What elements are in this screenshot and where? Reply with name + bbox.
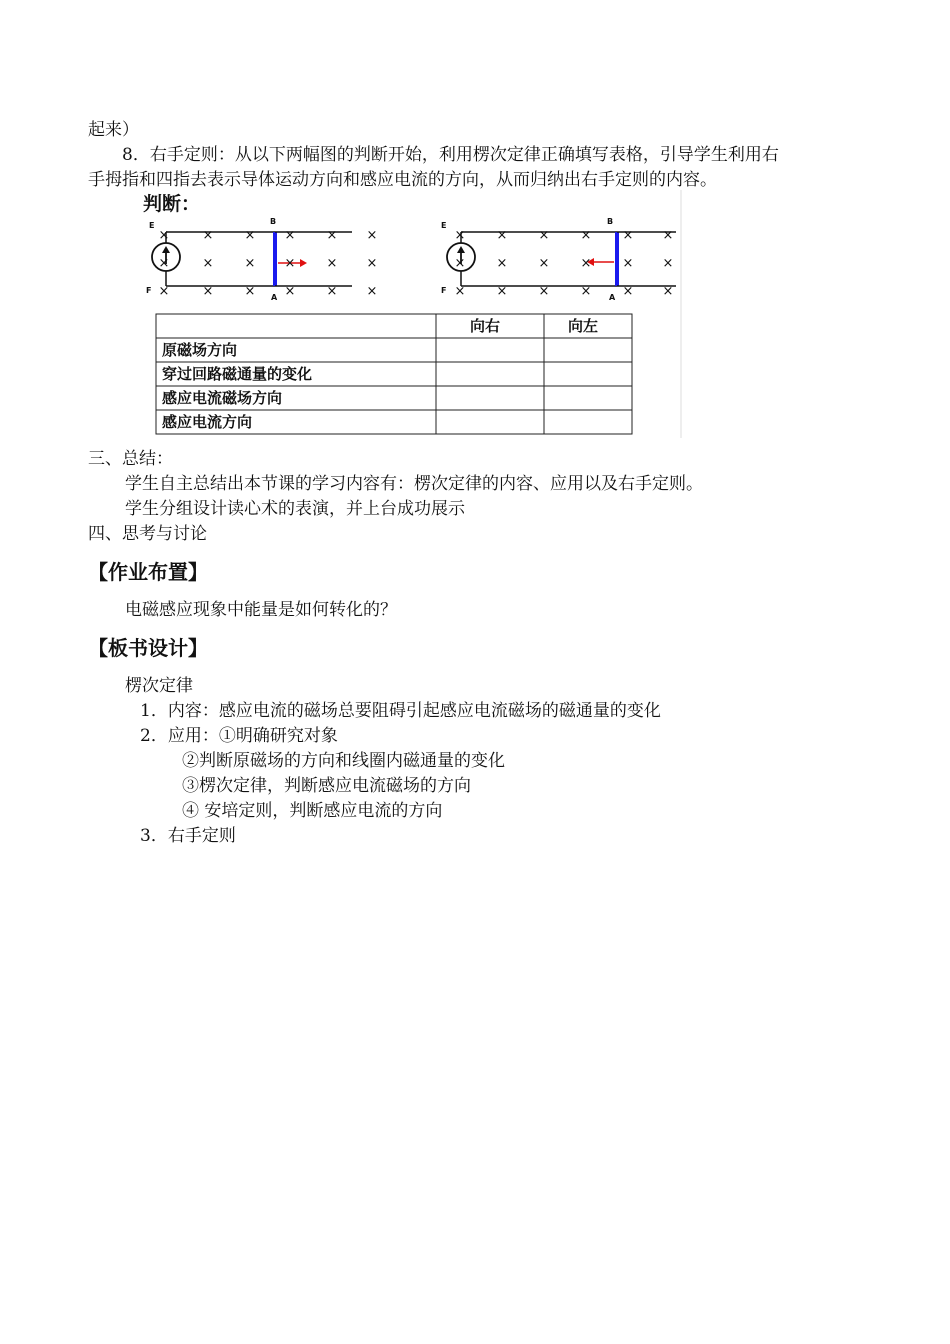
table-row-label: 原磁场方向 xyxy=(162,341,238,359)
field-cross-mark: × xyxy=(366,228,378,243)
list-item: ③楞次定律，判断感应电流磁场的方向 xyxy=(182,776,471,796)
field-cross-mark: × xyxy=(202,284,214,299)
field-cross-mark: × xyxy=(662,228,674,243)
field-cross-mark: × xyxy=(244,284,256,299)
figure-title: 判断： xyxy=(143,193,201,215)
list-item: ④ 安培定则，判断感应电流的方向 xyxy=(182,801,443,821)
field-cross-mark: × xyxy=(158,284,170,299)
field-cross-mark: × xyxy=(622,228,634,243)
field-cross-mark: × xyxy=(158,256,170,271)
section-title: 三、总结： xyxy=(88,449,173,469)
induction-figure xyxy=(140,190,685,440)
text-line: 起来） xyxy=(88,120,139,140)
table-row-label: 穿过回路磁通量的变化 xyxy=(162,365,313,383)
circuit-diagram-left xyxy=(146,217,377,302)
field-cross-mark: × xyxy=(662,256,674,271)
field-cross-mark: × xyxy=(326,256,338,271)
field-cross-mark: × xyxy=(580,228,592,243)
field-cross-mark: × xyxy=(496,228,508,243)
field-cross-mark: × xyxy=(244,256,256,271)
field-cross-mark: × xyxy=(326,284,338,299)
list-item: 1．内容：感应电流的磁场总要阻碍引起感应电流磁场的磁通量的变化 xyxy=(140,701,661,721)
field-cross-mark: × xyxy=(538,228,550,243)
field-cross-mark: × xyxy=(454,256,466,271)
label-e: E xyxy=(149,221,155,230)
table-row-label: 感应电流磁场方向 xyxy=(162,389,283,407)
text-line: 楞次定律 xyxy=(125,676,193,696)
field-cross-mark: × xyxy=(366,284,378,299)
table-row-label: 感应电流方向 xyxy=(162,413,253,431)
field-cross-mark: × xyxy=(580,284,592,299)
label-f: F xyxy=(441,286,447,295)
label-b: B xyxy=(607,217,614,226)
field-cross-mark: × xyxy=(284,256,296,271)
text-line: 学生分组设计读心术的表演，并上台成功展示 xyxy=(125,499,465,519)
field-cross-mark: × xyxy=(580,256,592,271)
table-header: 向左 xyxy=(568,317,599,335)
field-cross-mark: × xyxy=(158,228,170,243)
field-cross-mark: × xyxy=(538,284,550,299)
circuit-diagram-right xyxy=(441,217,676,302)
field-cross-mark: × xyxy=(366,256,378,271)
table-header: 向右 xyxy=(470,317,501,335)
field-cross-mark: × xyxy=(326,228,338,243)
field-cross-mark: × xyxy=(454,228,466,243)
list-item: 3．右手定则 xyxy=(140,826,236,846)
homework-heading: 【作业布置】 xyxy=(88,560,208,584)
field-cross-mark: × xyxy=(496,284,508,299)
label-b: B xyxy=(270,217,277,226)
arrow-right-icon xyxy=(300,259,307,267)
field-cross-mark: × xyxy=(202,228,214,243)
label-f: F xyxy=(146,286,152,295)
section-title: 四、思考与讨论 xyxy=(88,524,207,544)
text-line: 手拇指和四指去表示导体运动方向和感应电流的方向，从而归纳出右手定则的内容。 xyxy=(88,170,717,190)
label-e: E xyxy=(441,221,447,230)
text-line: 学生自主总结出本节课的学习内容有：楞次定律的内容、应用以及右手定则。 xyxy=(125,474,703,494)
field-cross-mark: × xyxy=(496,256,508,271)
field-cross-mark: × xyxy=(284,228,296,243)
list-item: 2．应用：①明确研究对象 xyxy=(140,726,338,746)
field-cross-mark: × xyxy=(538,256,550,271)
field-cross-mark: × xyxy=(202,256,214,271)
board-heading: 【板书设计】 xyxy=(88,636,208,660)
text-line: 电磁感应现象中能量是如何转化的？ xyxy=(125,600,397,620)
label-a: A xyxy=(271,293,278,302)
judgment-table xyxy=(156,314,632,434)
text-line: 8．右手定则：从以下两幅图的判断开始，利用楞次定律正确填写表格，引导学生利用右 xyxy=(122,145,779,165)
field-cross-mark: × xyxy=(622,256,634,271)
field-cross-mark: × xyxy=(284,284,296,299)
field-cross-mark: × xyxy=(244,228,256,243)
field-cross-mark: × xyxy=(662,284,674,299)
list-item: ②判断原磁场的方向和线圈内磁通量的变化 xyxy=(182,751,505,771)
field-cross-mark: × xyxy=(454,284,466,299)
label-a: A xyxy=(609,293,616,302)
field-cross-mark: × xyxy=(622,284,634,299)
